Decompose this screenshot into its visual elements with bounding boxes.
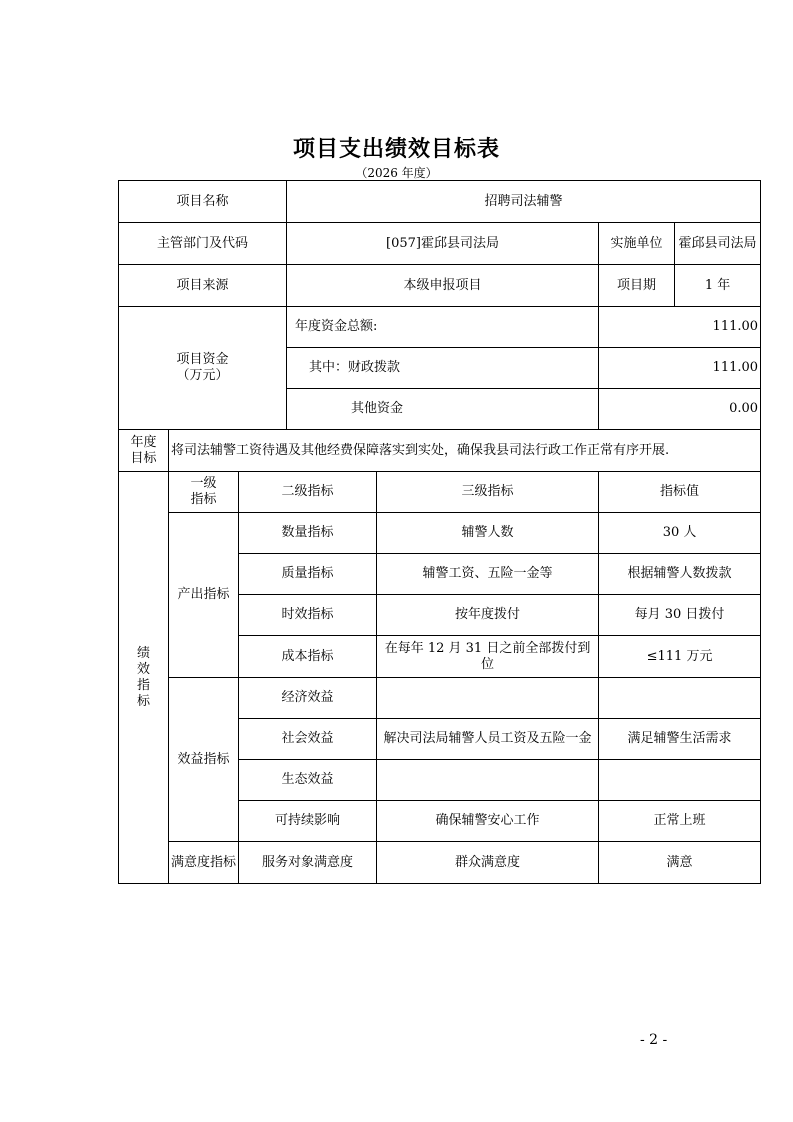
level2-cell: 时效指标 [239, 595, 377, 636]
level2-cell: 生态效益 [239, 760, 377, 801]
funds-other-label: 其他资金 [287, 389, 599, 430]
goal-label [119, 430, 169, 472]
table-row [119, 678, 761, 719]
indicator-section-char: 绩 [136, 645, 150, 661]
indicator-section-char: 指 [136, 677, 150, 693]
indicator-section-char: 标 [136, 693, 150, 709]
level3-cell: 解决司法局辅警人员工资及五险一金 [377, 719, 599, 760]
impl-label: 实施单位 [599, 223, 675, 265]
dept-label: 主管部门及代码 [119, 223, 287, 265]
value-cell: 正常上班 [599, 801, 761, 842]
benefit-indicator-label: 效益指标 [169, 678, 239, 842]
level2-cell: 经济效益 [239, 678, 377, 719]
period-label: 项目期 [599, 265, 675, 307]
value-cell [599, 760, 761, 801]
level2-cell: 成本指标 [239, 636, 377, 678]
table-row [119, 842, 761, 884]
row-department [119, 223, 761, 265]
header-value: 指标值 [599, 472, 761, 513]
row-annual-goal [119, 430, 761, 472]
row-indicator-header [119, 472, 761, 513]
value-cell: 根据辅警人数拨款 [599, 554, 761, 595]
goal-text: 将司法辅警工资待遇及其他经费保障落实到实处，确保我县司法行政工作正常有序开展. [169, 430, 761, 472]
value-cell: 满意 [599, 842, 761, 884]
value-cell: ≤111 万元 [599, 636, 761, 678]
level3-cell: 确保辅警安心工作 [377, 801, 599, 842]
level3-cell: 群众满意度 [377, 842, 599, 884]
funds-label [119, 307, 287, 430]
indicator-section-label [119, 472, 169, 884]
level2-cell: 可持续影响 [239, 801, 377, 842]
value-cell: 每月 30 日拨付 [599, 595, 761, 636]
header-level1-line2: 指标 [190, 492, 217, 507]
goal-label-line1: 年度 [130, 434, 157, 450]
level2-cell: 服务对象满意度 [239, 842, 377, 884]
header-level3: 三级指标 [377, 472, 599, 513]
level3-cell: 辅警人数 [377, 513, 599, 554]
funds-fiscal-value: 111.00 [599, 348, 761, 389]
goal-label-line2: 目标 [130, 450, 157, 466]
value-cell [599, 678, 761, 719]
row-funds-total [119, 307, 761, 348]
level2-cell: 社会效益 [239, 719, 377, 760]
header-level1 [169, 472, 239, 513]
dept-value: [057]霍邱县司法局 [287, 223, 599, 265]
level3-cell [377, 678, 599, 719]
table-row [119, 513, 761, 554]
funds-other-value: 0.00 [599, 389, 761, 430]
indicator-section-char: 效 [136, 661, 150, 677]
level3-cell [377, 760, 599, 801]
year-subtitle: （2026 年度） [355, 166, 438, 180]
funds-label-line1: 项目资金 [176, 352, 229, 367]
project-name-value: 招聘司法辅警 [287, 181, 761, 223]
funds-total-label: 年度资金总额: [287, 307, 599, 348]
source-value: 本级申报项目 [287, 265, 599, 307]
project-name-label: 项目名称 [119, 181, 287, 223]
period-value: 1 年 [675, 265, 761, 307]
level3-cell: 辅警工资、五险一金等 [377, 554, 599, 595]
level2-cell: 质量指标 [239, 554, 377, 595]
funds-label-line2: （万元） [176, 368, 229, 383]
funds-fiscal-label: 其中：财政拨款 [287, 348, 599, 389]
page-title: 项目支出绩效目标表 [292, 137, 500, 162]
page-number: - 2 - [640, 1032, 668, 1048]
value-cell: 满足辅警生活需求 [599, 719, 761, 760]
header-level2: 二级指标 [239, 472, 377, 513]
source-label: 项目来源 [119, 265, 287, 307]
header-level1-line1: 一级 [190, 476, 217, 491]
satisfaction-indicator-label: 满意度指标 [169, 842, 239, 884]
level3-cell: 在每年 12 月 31 日之前全部拨付到位 [377, 636, 599, 678]
output-indicator-label: 产出指标 [169, 513, 239, 678]
row-source [119, 265, 761, 307]
funds-total-value: 111.00 [599, 307, 761, 348]
level3-cell: 按年度拨付 [377, 595, 599, 636]
row-project-name [119, 181, 761, 223]
impl-value: 霍邱县司法局 [675, 223, 761, 265]
level2-cell: 数量指标 [239, 513, 377, 554]
value-cell: 30 人 [599, 513, 761, 554]
performance-table [118, 180, 761, 884]
